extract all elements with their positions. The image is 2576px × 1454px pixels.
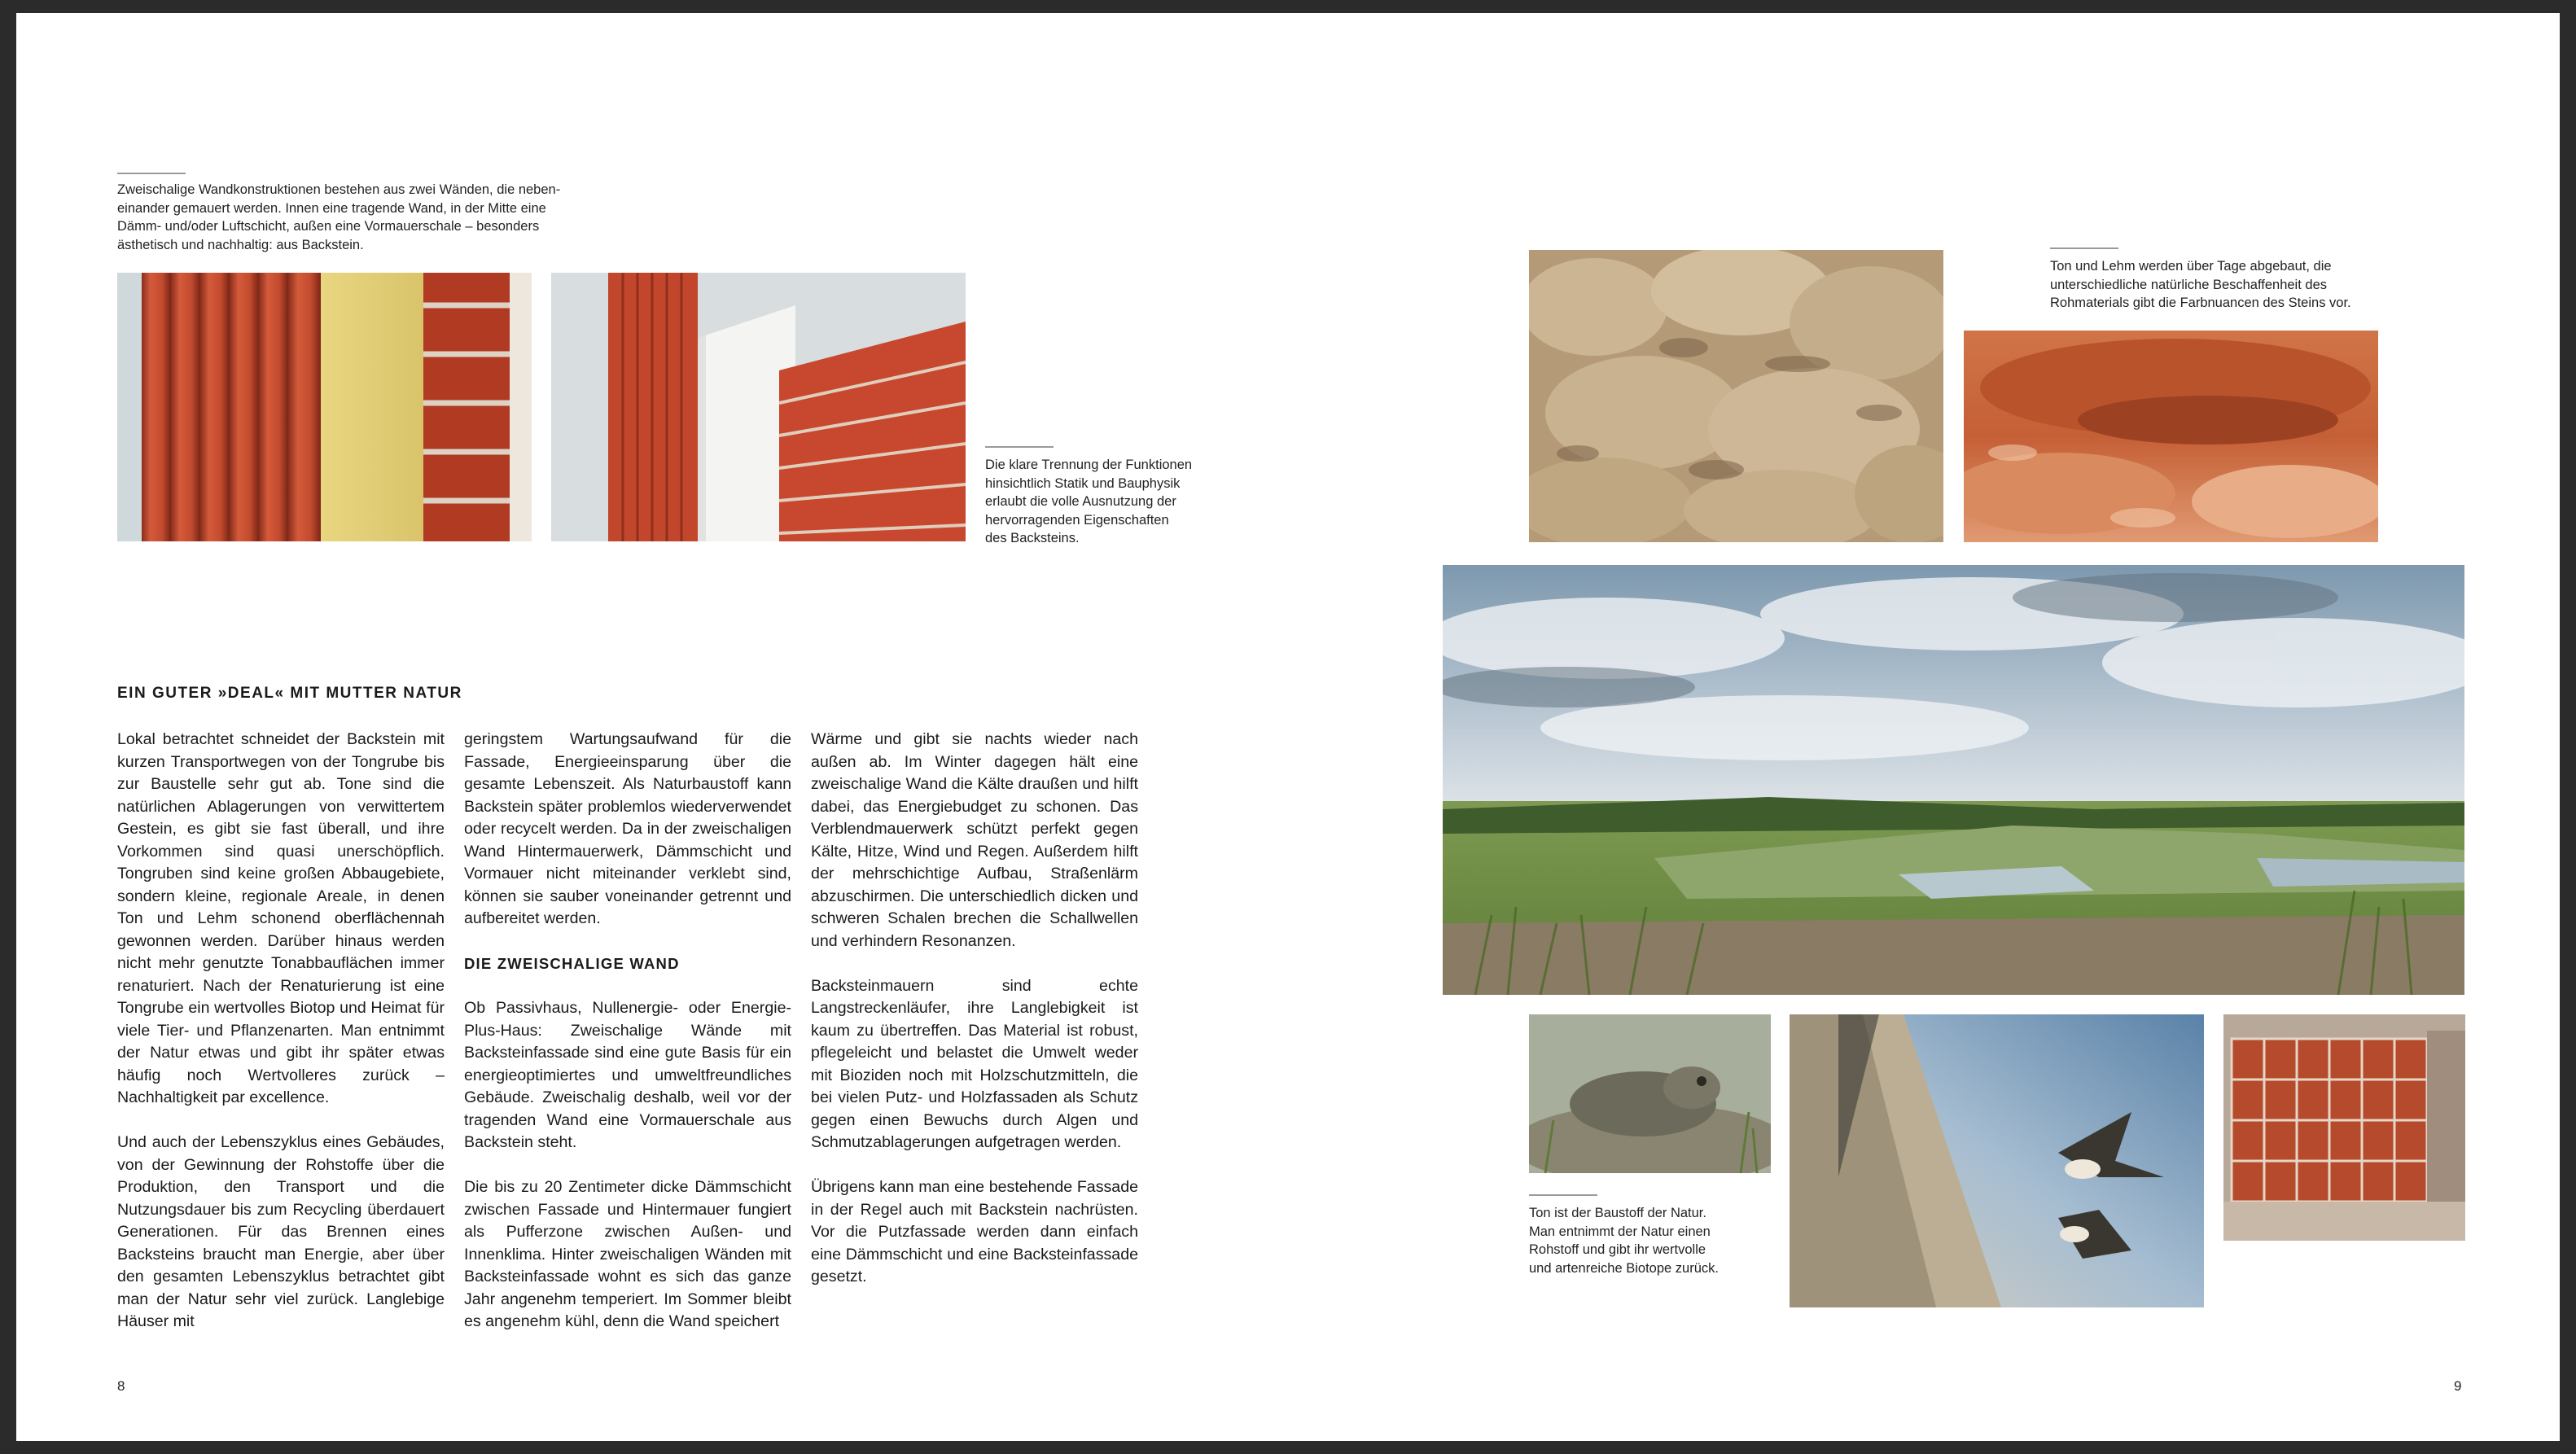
paragraph: Ob Passivhaus, Nullenergie- oder Energie-Plus-Haus: Zweischalige Wände mit Backsteinfassade sind eine gute Basis für ein energieoptimiertes und umweltfreundliches Gebäude. Zweischalig deshalb, weil vor der tragenden Wand eine Vormauerschale aus Backstein steht. xyxy=(464,999,791,1151)
paragraph: geringstem Wartungsaufwand für die Fassade, Energieeinsparung über die gesamte Lebenszeit. Als Naturbaustoff kann Backstein später problemlos wiederverwendet oder recycelt werden. Da in der zweischaligen Wand Hintermauerwerk, Dämmschicht und Vormauer nicht miteinander verklebt sind, können sie sauber voneinander getrennt und aufbereitet werden. xyxy=(464,730,791,927)
wall-section-photo xyxy=(117,273,532,541)
paragraph: Übrigens kann man eine bestehende Fassade in der Regel auch mit Backstein nachrüsten. Vor die Putzfassade werden dann einfach eine Dämmschicht und eine Backsteinfassade gesetzt. xyxy=(811,1178,1138,1285)
red-clay-photo xyxy=(1964,331,2378,542)
paragraph: Backsteinmauern sind echte Langstreckenläufer, ihre Langlebigkeit ist kaum zu übertreffen. Das Material ist robust, pflegeleicht und belastet die Umwelt weder mit Bioziden noch mit Holzschutzmitteln, die bei vielen Putz- und Holzfassaden als Schutz gegen einen Bewuchs durch Algen und Schmutzablagerungen aufgetragen werden. xyxy=(811,976,1138,1151)
toad-photo xyxy=(1529,1014,1771,1173)
clay-mining-caption: Ton und Lehm werden über Tage abgebaut, die unterschiedliche natürliche Beschaffenheit des Rohmaterials gibt die Farbnuancen des Steins vor. xyxy=(2050,259,2351,310)
text-column-1 xyxy=(117,729,445,1355)
caption-rule xyxy=(117,173,186,174)
paragraph: Und auch der Lebenszyklus eines Gebäudes, von der Gewinnung der Rohstoffe über die Produktion, den Transport und die Nutzungsdauer bis zum Recycling überdauert Generationen. Für das Brennen eines Backsteins braucht man Energie, aber über den gesamten Lebenszyklus betrachtet gibt man der Natur sehr viel zurück. Langlebige Häuser mit xyxy=(117,1133,445,1330)
page-number-left: 8 xyxy=(117,1378,125,1394)
paragraph: Lokal betrachtet schneidet der Backstein mit kurzen Transportwegen von der Tongrube bis zur Baustelle sehr gut ab. Tone sind die natürlichen Ablagerungen von verwittertem Gestein, es gibt sie fast überall, und ihre Vorkommen sind quasi unerschöpflich. Tongruben sind keine großen Abbaugebiete, sondern kleine, regionale Areale, in denen Ton und Lehm schonend oberflächennah gewonnen werden. Darüber hinaus werden nicht mehr genutzte Tonabbauflächen immer renaturiert. Nach der Renaturierung ist eine Tongrube ein wertvolles Biotop und Heimat für viele Tier- und Pflanzenarten. Man entnimmt der Natur etwas und gibt ihr später etwas häufig noch Wertvolleres zurück – Nachhaltigkeit par excellence. xyxy=(117,730,445,1106)
text-column-2 xyxy=(464,729,791,1355)
caption-rule xyxy=(2050,247,2118,249)
dry-clay-soil-photo xyxy=(1529,250,1943,542)
caption-rule xyxy=(985,446,1054,448)
brick-stack-photo xyxy=(2223,1014,2465,1241)
caption-rule xyxy=(1529,1194,1597,1196)
subheading: DIE ZWEISCHALIGE WAND xyxy=(464,955,680,972)
page-number-right: 9 xyxy=(2454,1378,2462,1394)
wall-construction-caption: Zweischalige Wandkonstruktionen bestehen aus zwei Wänden, die neben- einander gemauert werden. Innen eine tragende Wand, in der Mitte eine Dämm- und/oder Luftschicht, außen eine Vormauerschale – besonders ästhetisch und nachhaltig: aus Backstein. xyxy=(117,182,561,252)
paragraph: Die bis zu 20 Zentimeter dicke Dämmschicht zwischen Fassade und Hintermauer fungiert als Pufferzone zwischen Außen- und Innenklima. Hinter zweischaligen Wänden mit Backsteinfassade wohnt es sich das ganze Jahr angenehm temperiert. Im Sommer bleibt es angenehm kühl, denn die Wand speichert xyxy=(464,1178,791,1330)
landscape-clay-pit-photo xyxy=(1443,565,2464,995)
text-column-3 xyxy=(811,729,1138,1311)
function-separation-caption: Die klare Trennung der Funktionen hinsichtlich Statik und Bauphysik erlaubt die volle Ausnutzung der hervorragenden Eigenschaften des Backsteins. xyxy=(985,458,1193,545)
article-heading: EIN GUTER »DEAL« MIT MUTTER NATUR xyxy=(117,685,462,702)
wall-construction-photo xyxy=(551,273,966,541)
nature-caption: Ton ist der Baustoff der Natur. Man entnimmt der Natur einen Rohstoff und gibt ihr wertvolle und artenreiche Biotope zurück. xyxy=(1529,1206,1719,1276)
paragraph: Wärme und gibt sie nachts wieder nach außen ab. Im Winter dagegen hält eine zweischalige Wand die Kälte draußen und hilft dabei, das Energiebudget zu schonen. Das Verblendmauerwerk schützt perfekt gegen Kälte, Hitze, Wind und Regen. Außerdem hilft der mehrschichtige Aufbau, Straßenlärm abzuschirmen. Die unterschiedlich dicken und schweren Schalen brechen die Schallwellen und verhindern Resonanzen. xyxy=(811,730,1138,950)
magazine-spread xyxy=(16,13,2560,1441)
sand-martins-photo xyxy=(1790,1014,2204,1307)
